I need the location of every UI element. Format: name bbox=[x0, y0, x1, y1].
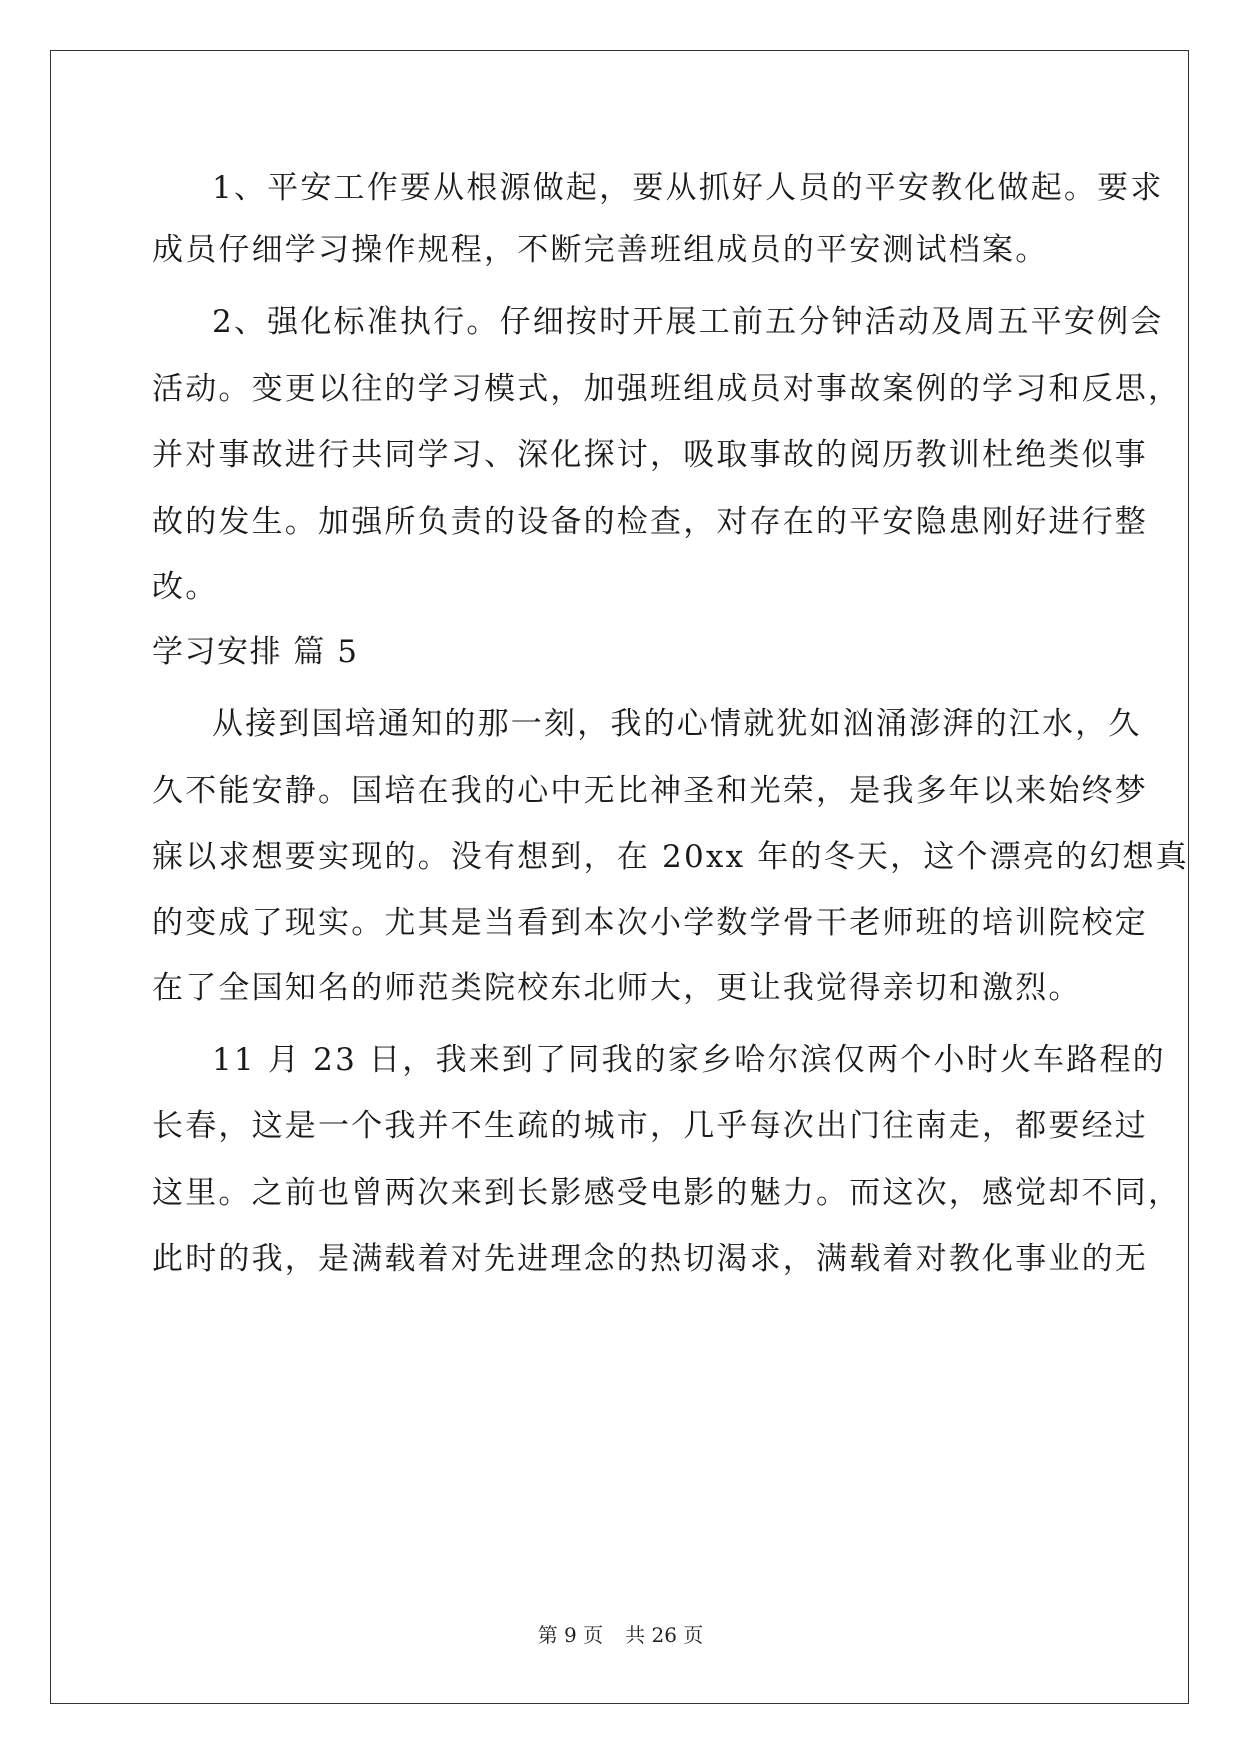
paragraph-2-line-3: 并对事故进行共同学习、深化探讨，吸取事故的阅历教训杜绝类似事 bbox=[152, 437, 1148, 473]
paragraph-2-line-2: 活动。变更以往的学习模式，加强班组成员对事故案例的学习和反思， bbox=[152, 371, 1182, 407]
paragraph-3-line-4: 的变成了现实。尤其是当看到本次小学数学骨干老师班的培训院校定 bbox=[152, 905, 1148, 941]
section-heading: 学习安排 篇 5 bbox=[152, 634, 359, 670]
paragraph-3-line-3: 寐以求想要实现的。没有想到，在 20xx 年的冬天，这个漂亮的幻想真 bbox=[152, 839, 1189, 875]
paragraph-1-line-1: 1、平安工作要从根源做起，要从抓好人员的平安教化做起。要求 bbox=[212, 170, 1164, 206]
total-page-count: 共 26 页 bbox=[625, 1623, 704, 1647]
paragraph-4-line-3: 这里。之前也曾两次来到长影感受电影的魅力。而这次，感觉却不同， bbox=[152, 1175, 1182, 1211]
paragraph-3-line-2: 久不能安静。国培在我的心中无比神圣和光荣，是我多年以来始终梦 bbox=[152, 773, 1148, 809]
page-border bbox=[50, 50, 1189, 1704]
current-page-number: 第 9 页 bbox=[537, 1623, 604, 1647]
paragraph-2-line-4: 故的发生。加强所负责的设备的检查，对存在的平安隐患刚好进行整 bbox=[152, 504, 1148, 540]
paragraph-4-line-1: 11 月 23 日，我来到了同我的家乡哈尔滨仅两个小时火车路程的 bbox=[212, 1042, 1166, 1078]
paragraph-2-line-5: 改。 bbox=[152, 569, 219, 605]
paragraph-4-line-4: 此时的我，是满载着对先进理念的热切渴求，满载着对教化事业的无 bbox=[152, 1241, 1148, 1277]
paragraph-1-line-2: 成员仔细学习操作规程，不断完善班组成员的平安测试档案。 bbox=[152, 232, 1049, 268]
paragraph-4-line-2: 长春，这是一个我并不生疏的城市，几乎每次出门往南走，都要经过 bbox=[152, 1108, 1148, 1144]
paragraph-2-line-1: 2、强化标准执行。仔细按时开展工前五分钟活动及周五平安例会 bbox=[212, 304, 1164, 340]
page-footer bbox=[0, 1622, 1241, 1648]
paragraph-3-line-1: 从接到国培通知的那一刻，我的心情就犹如汹涌澎湃的江水，久 bbox=[212, 706, 1142, 742]
paragraph-3-line-5: 在了全国知名的师范类院校东北师大，更让我觉得亲切和激烈。 bbox=[152, 970, 1082, 1006]
